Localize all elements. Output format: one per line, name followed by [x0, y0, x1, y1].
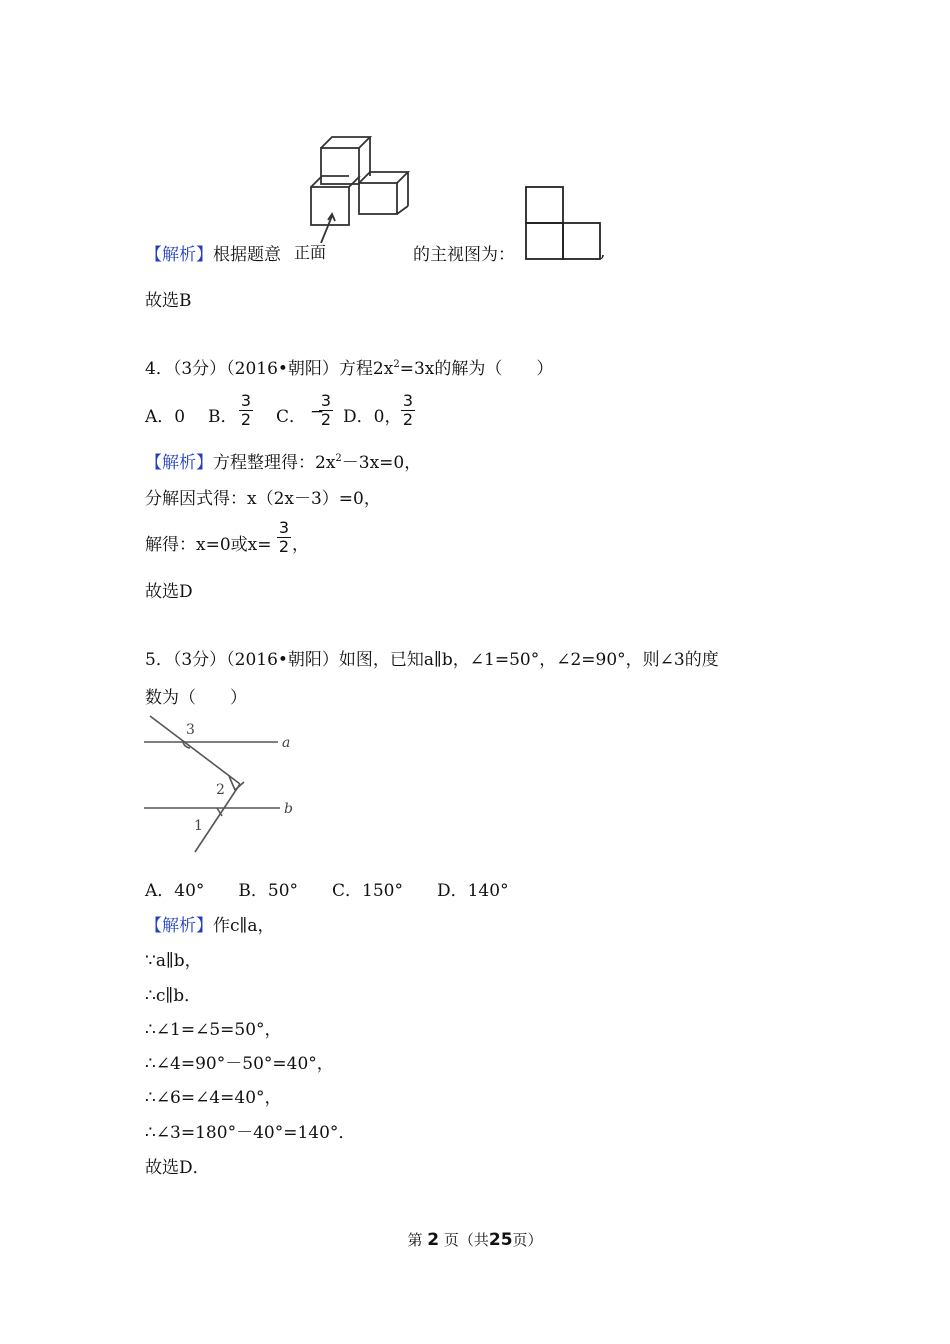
q5-step: ∴c∥b． [145, 986, 202, 1006]
q4-option-b-fraction: 3 2 [240, 391, 252, 429]
figure-label-front: 正面 [294, 243, 327, 262]
label-line-b: b [284, 801, 293, 817]
q4-analysis-line2: 分解因式得：x（2x－3）=0， [145, 489, 381, 509]
parallel-lines-figure [140, 712, 300, 854]
q4-option-c: C． [276, 407, 307, 427]
label-angle-2: 2 [216, 782, 225, 798]
q4-analysis-line1: 【解析】方程整理得：$2x^2-3x=0$， [145, 453, 422, 473]
q4-analysis-line3: 解得：x=0或x= [145, 535, 272, 555]
q5-step: ∴∠4=90°－50°=40°， [145, 1054, 334, 1074]
page-number: 2 [427, 1230, 440, 1250]
cube-3d-figure [300, 128, 415, 243]
q3-analysis-line [145, 240, 281, 265]
total-pages: 25 [488, 1230, 513, 1250]
q5-analysis-line0: 【解析】作c∥a， [145, 916, 275, 936]
q3-result-text: 的主视图为： [413, 245, 515, 265]
q5-question-line1: 5．（3分）（2016•朝阳）如图，已知a∥b，∠1=50°，∠2=90°，则∠3的度 [145, 650, 719, 670]
label-angle-1: 1 [194, 818, 203, 834]
analysis-tag: 【解析】 [145, 245, 213, 265]
q5-step: ∴∠6=∠4=40°， [145, 1088, 282, 1108]
q4-question: 4．（3分）（2016•朝阳）方程$2x^2=3x$的解为（ ） [145, 359, 554, 379]
q5-options: A．40° B．50° C．150° D．140° [145, 881, 509, 901]
q4-answer: 故选D [145, 582, 193, 602]
analysis-text: 根据题意 [213, 245, 281, 265]
q5-step: ∴∠3=180°－40°=140°． [145, 1123, 356, 1143]
analysis-tag: 【解析】 [145, 453, 213, 473]
page-footer: 第 2 页（共25页） [407, 1230, 543, 1250]
label-line-a: a [282, 735, 291, 751]
analysis-tag: 【解析】 [145, 916, 213, 936]
q3-answer: 故选B [145, 291, 192, 311]
label-angle-3: 3 [186, 722, 195, 738]
q5-question-line2: 数为（ ） [145, 688, 247, 708]
q4-analysis-line3-end: ， [292, 535, 309, 555]
q5-answer: 故选D． [145, 1158, 210, 1178]
q4-solution-fraction: 3 2 [278, 518, 290, 556]
q5-step: ∴∠1=∠5=50°， [145, 1020, 282, 1040]
q3-comma: , [600, 242, 606, 262]
q4-option-a: A．0 [145, 407, 186, 427]
q4-option-c-sign: − [310, 402, 325, 422]
q5-step: ∵a∥b， [145, 951, 202, 971]
q4-option-d: D．0， [343, 407, 402, 427]
q4-option-c-fraction: 3 2 [320, 391, 332, 429]
q4-option-b: B． [208, 407, 238, 427]
front-view-figure [525, 186, 606, 262]
q4-option-d-fraction: 3 2 [402, 391, 414, 429]
